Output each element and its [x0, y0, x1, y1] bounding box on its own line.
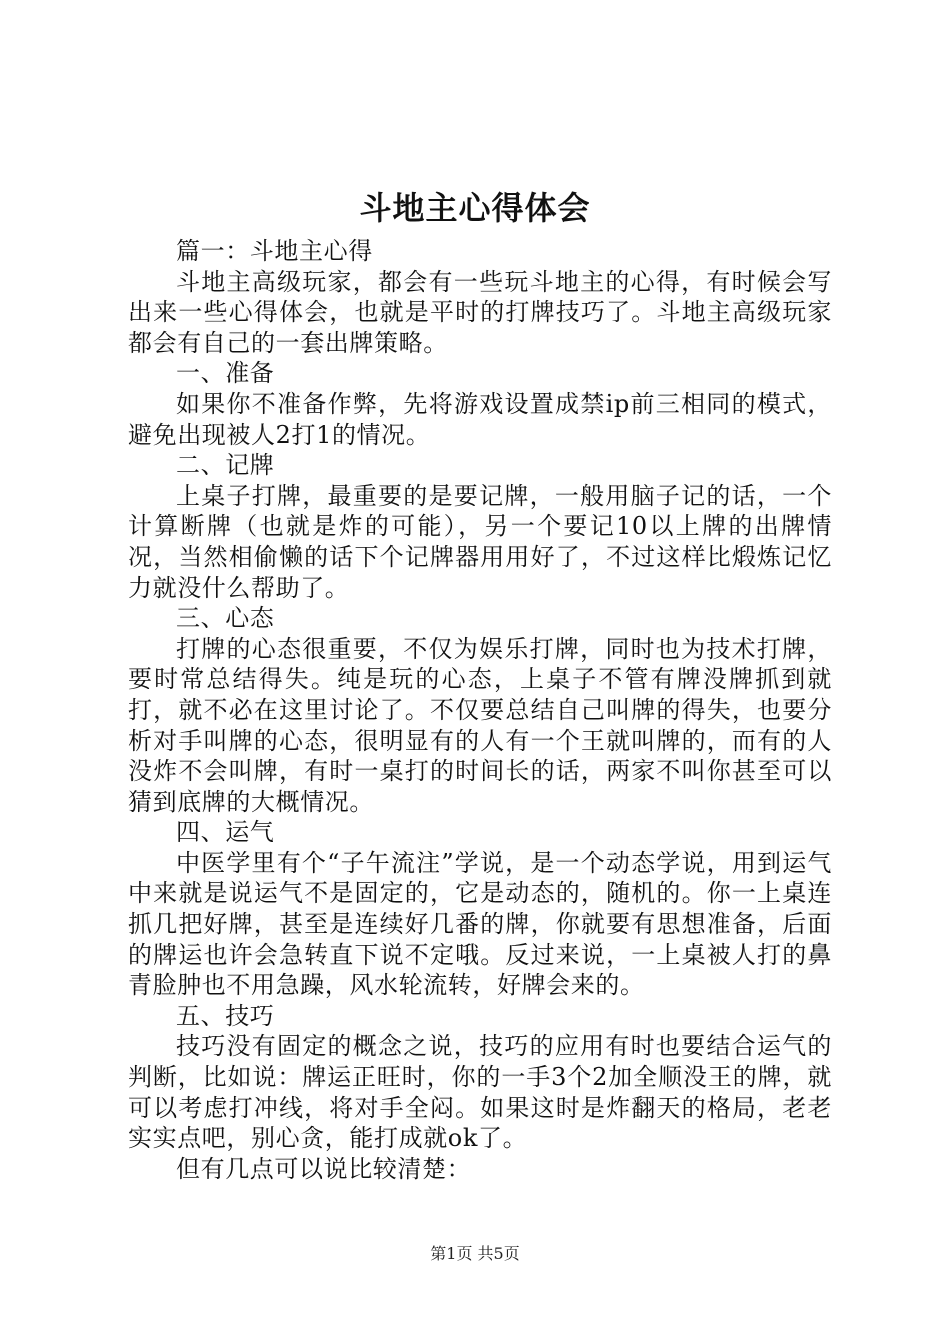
body-paragraph: 上桌子打牌，最重要的是要记牌，一般用脑子记的话，一个计算断牌（也就是炸的可能），另一个要记10以上牌的出牌情况，当然相偷懒的话下个记牌器用用好了，不过这样比煅炼记忆力就没什么帮助了。 [128, 481, 832, 602]
body-paragraph: 打牌的心态很重要，不仅为娱乐打牌，同时也为技术打牌，要时常总结得失。纯是玩的心态，上桌子不管有牌没牌抓到就打，就不必在这里讨论了。不仅要总结自己叫牌的得失，也要分析对手叫牌的心态，很明显有的人有一个王就叫牌的，而有的人没炸不会叫牌，有时一桌打的时间长的话，两家不叫你甚至可以猜到底牌的大概情况。 [128, 634, 832, 816]
body-paragraph: 斗地主高级玩家，都会有一些玩斗地主的心得，有时候会写出来一些心得体会，也就是平时的打牌技巧了。斗地主高级玩家都会有自己的一套出牌策略。 [128, 267, 832, 357]
body-paragraph: 但有几点可以说比较清楚： [176, 1154, 472, 1183]
body-paragraph: 如果你不准备作弊，先将游戏设置成禁ip前三相同的模式，避免出现被人2打1的情况。 [128, 389, 832, 449]
section-heading: 五、技巧 [176, 1001, 275, 1030]
section-heading: 四、运气 [176, 818, 275, 847]
body-paragraph: 中医学里有个“子午流注”学说，是一个动态学说，用到运气中来就是说运气不是固定的，它是动态的，随机的。你一上桌连抓几把好牌，甚至是连续好几番的牌，你就要有思想准备，后面的牌运也许会急转直下说不定哦。反过来说，一上桌被人打的鼻青脸肿也不用急躁，风水轮流转，好牌会来的。 [128, 848, 832, 1000]
section-heading: 二、记牌 [176, 451, 275, 480]
body-paragraph: 技巧没有固定的概念之说，技巧的应用有时也要结合运气的判断，比如说：牌运正旺时，你的一手3个2加全顺没王的牌，就可以考虑打冲线，将对手全闷。如果这时是炸翻天的格局，老老实实点吧，别心贪，能打成就ok了。 [128, 1032, 832, 1153]
section-heading: 三、心态 [176, 604, 275, 633]
document-title: 斗地主心得体会 [359, 189, 591, 227]
document-body [128, 236, 832, 1184]
section-heading: 篇一：斗地主心得 [176, 237, 373, 265]
page-number-footer: 第1页 共5页 [430, 1244, 520, 1263]
section-heading: 一、准备 [176, 359, 275, 388]
